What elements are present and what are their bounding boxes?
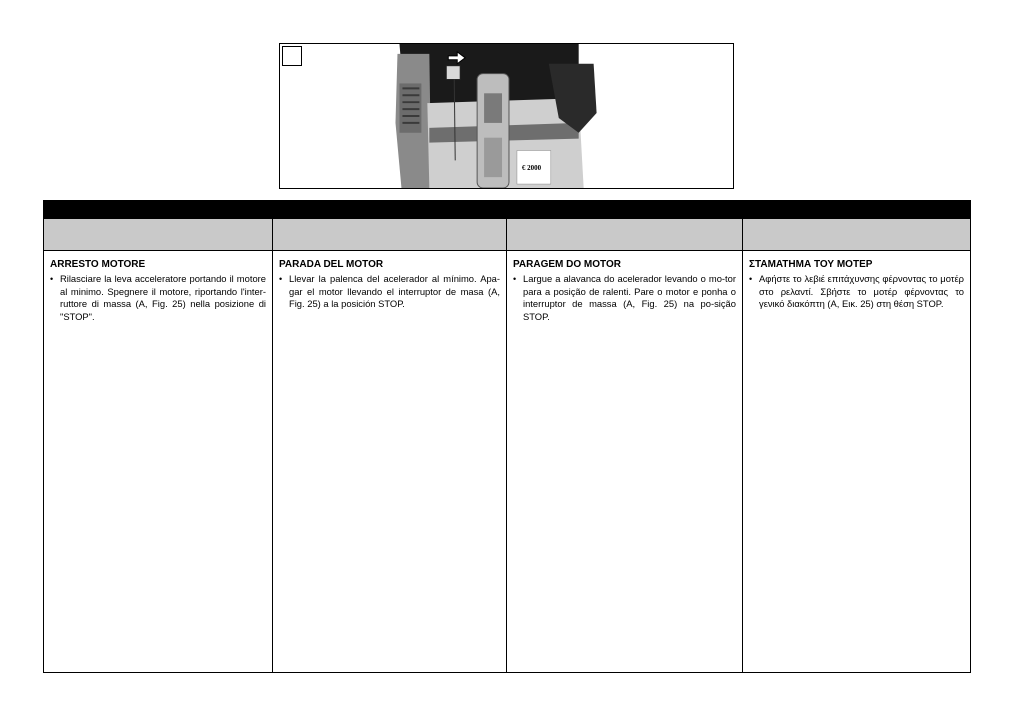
instruction-italian xyxy=(50,273,266,323)
section-title-italian: ARRESTO MOTORE xyxy=(50,259,146,270)
column-portuguese xyxy=(507,219,743,672)
bullet-marker: • xyxy=(279,274,283,284)
column-header xyxy=(743,219,970,251)
language-columns xyxy=(43,218,971,673)
instruction-text: Llevar la palenca del acelerador al mínimo. Apa-gar el motor llevando el interruptor de masa (A, Fig. 25) a la posición STOP. xyxy=(289,273,500,310)
instruction-greek xyxy=(749,273,964,311)
column-header xyxy=(273,219,506,251)
column-greek xyxy=(743,219,970,672)
instruction-spanish xyxy=(279,273,500,311)
header-black-bar xyxy=(43,200,971,218)
bullet-marker: • xyxy=(513,274,517,284)
instruction-text: Largue a alavanca do acelerador levando o mo-tor para a posição de ralenti. Pare o motor e ponha o interruptor de massa (A, Fig. 25) na po-sição STOP. xyxy=(523,273,736,322)
figure-label-box xyxy=(282,46,302,66)
instruction-portuguese xyxy=(513,273,736,323)
chainsaw-engine-illustration xyxy=(280,44,733,188)
section-title-greek: ΣΤΑΜΑΤΗΜΑ ΤΟΥ ΜΟΤΕΡ xyxy=(749,259,873,270)
column-header xyxy=(44,219,272,251)
figure-25-photo xyxy=(279,43,734,189)
column-italian xyxy=(44,219,273,672)
bullet-marker: • xyxy=(749,274,753,284)
figure-sticker-text: € 2000 xyxy=(521,165,542,173)
column-spanish xyxy=(273,219,507,672)
instruction-text: Rilasciare la leva acceleratore portando il motore al minimo. Spegnere il motore, riportando l'inter-ruttore di massa (A, Fig. 25) nella posizione di "STOP". xyxy=(60,273,266,322)
instruction-text: Αφήστε το λεβιέ επιτάχυνσης φέρνοντας το μοτέρ στο ρελαντί. Σβήστε το μοτέρ φέρνοντας το γενικό διακόπτη (Α, Εικ. 25) στη θέση STOP. xyxy=(759,273,964,310)
column-header xyxy=(507,219,742,251)
section-title-spanish: PARADA DEL MOTOR xyxy=(279,259,384,270)
section-title-portuguese: PARAGEM DO MOTOR xyxy=(513,259,621,270)
bullet-marker: • xyxy=(50,274,54,284)
